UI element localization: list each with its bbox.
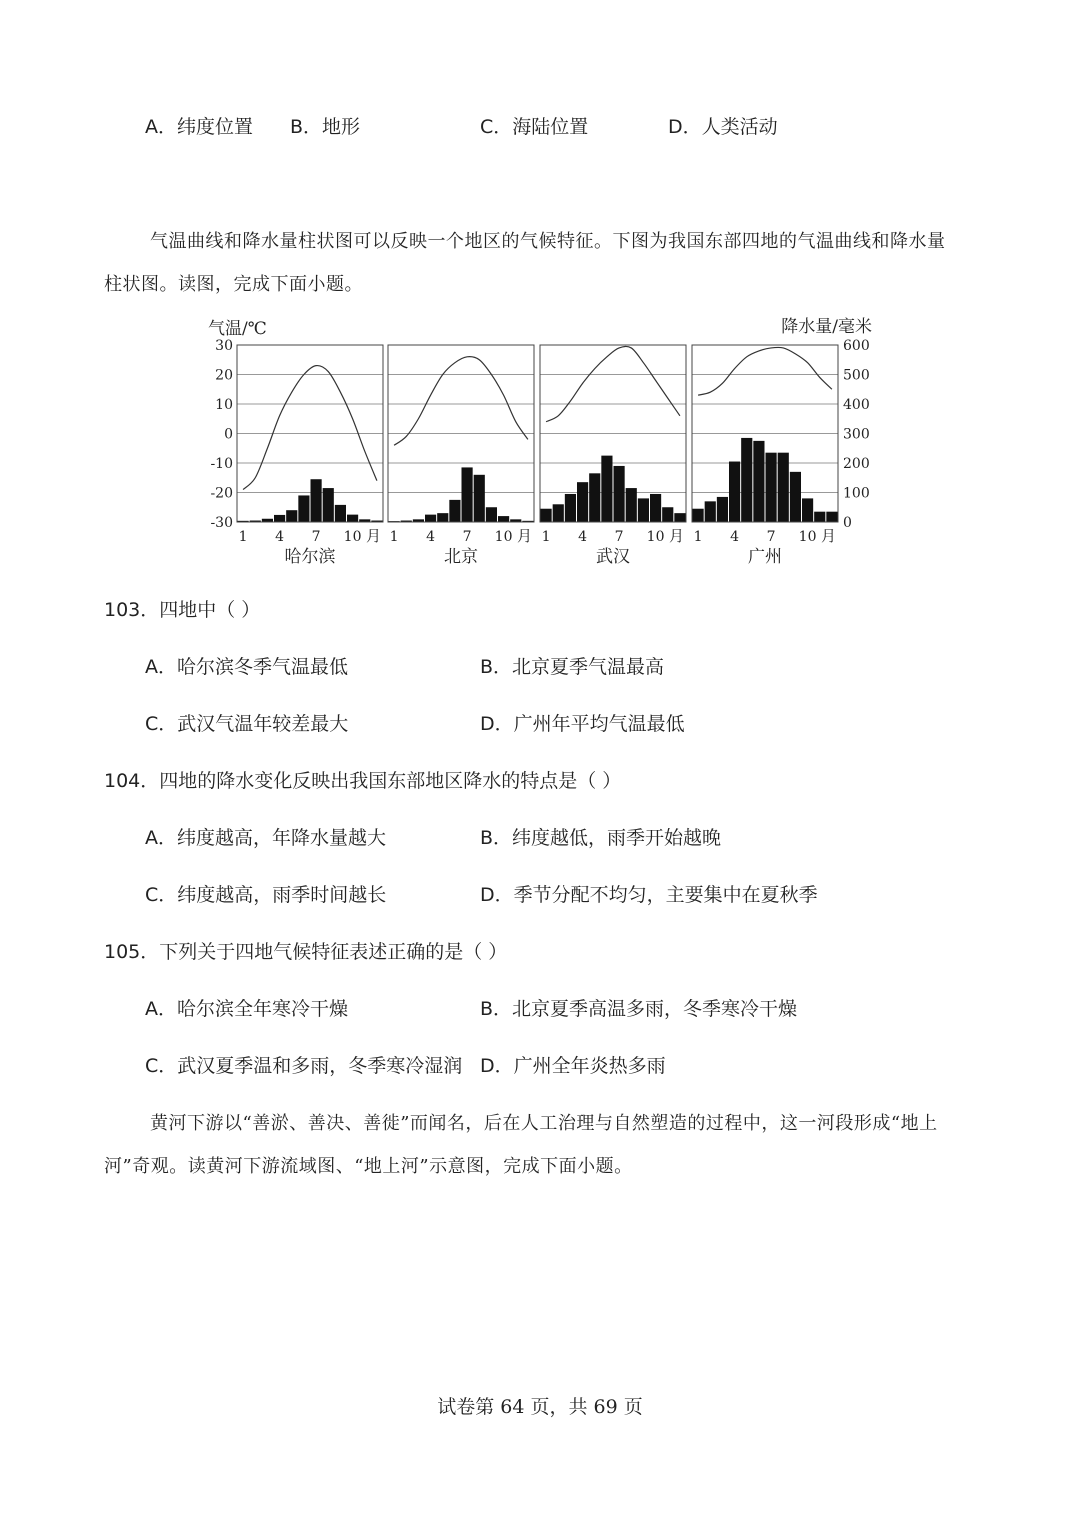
month-tick-label: 4 bbox=[730, 529, 740, 545]
month-tick-label: 1 bbox=[693, 529, 703, 545]
intro2-paragraph-line2: 河”奇观。读黄河下游流域图、“地上河”示意图，完成下面小题。 bbox=[104, 1156, 633, 1177]
city-name: 哈尔滨 bbox=[284, 547, 336, 567]
temperature-curve bbox=[698, 347, 832, 395]
precip-tick-label: 600 bbox=[843, 338, 870, 354]
precipitation-bar bbox=[347, 515, 358, 522]
temp-tick-label: -10 bbox=[210, 456, 233, 472]
precipitation-bar bbox=[638, 498, 649, 522]
intro2-paragraph-line1: 黄河下游以“善淤、善决、善徙”而闻名，后在人工治理与自然塑造的过程中，这一河段形成“地上 bbox=[150, 1113, 938, 1134]
temp-tick-label: 10 bbox=[215, 397, 233, 413]
precipitation-bar bbox=[449, 500, 460, 522]
precipitation-bar bbox=[693, 509, 704, 522]
month-tick-label: 1 bbox=[389, 529, 399, 545]
intro-paragraph-line2: 柱状图。读图，完成下面小题。 bbox=[104, 274, 363, 295]
precipitation-bar bbox=[437, 513, 448, 522]
precipitation-bar bbox=[705, 501, 716, 522]
option-c[interactable]: C．海陆位置 bbox=[480, 116, 589, 138]
precipitation-bar bbox=[778, 453, 789, 522]
precipitation-bar bbox=[626, 488, 637, 522]
precipitation-bar bbox=[601, 456, 612, 522]
precip-tick-label: 500 bbox=[843, 367, 870, 384]
precipitation-bar bbox=[650, 494, 661, 522]
month-tick-label: 7 bbox=[766, 529, 776, 545]
precipitation-bar bbox=[553, 504, 564, 522]
month-unit-label: 月 bbox=[365, 527, 381, 545]
option-d[interactable]: D．人类活动 bbox=[668, 116, 778, 138]
month-unit-label: 月 bbox=[516, 527, 532, 545]
month-unit-label: 月 bbox=[820, 527, 836, 545]
q104-option-a[interactable]: A．纬度越高，年降水量越大 bbox=[145, 827, 386, 849]
precipitation-bar bbox=[662, 507, 673, 522]
month-tick-label: 7 bbox=[614, 529, 624, 545]
city-name: 广州 bbox=[748, 547, 782, 567]
precipitation-bar bbox=[826, 512, 837, 522]
precipitation-bar bbox=[589, 473, 600, 522]
precipitation-bar bbox=[323, 488, 334, 522]
precipitation-bar bbox=[311, 479, 322, 522]
temperature-curve bbox=[243, 366, 377, 490]
precipitation-bar bbox=[814, 512, 825, 522]
temp-tick-label: 20 bbox=[215, 367, 233, 384]
month-tick-label: 4 bbox=[578, 529, 588, 545]
page-footer: 试卷第 64 页，共 69 页 bbox=[437, 1396, 643, 1418]
climate-chart bbox=[200, 312, 890, 574]
q105-option-c[interactable]: C．武汉夏季温和多雨，冬季寒冷湿润 bbox=[145, 1055, 463, 1077]
precipitation-bar bbox=[614, 466, 625, 522]
q104-option-c[interactable]: C．纬度越高，雨季时间越长 bbox=[145, 884, 387, 906]
precipitation-bar bbox=[741, 438, 752, 522]
precip-tick-label: 0 bbox=[843, 515, 852, 531]
q105-option-d[interactable]: D．广州全年炎热多雨 bbox=[480, 1055, 666, 1077]
month-tick-label: 4 bbox=[275, 529, 285, 545]
month-tick-label: 10 bbox=[646, 529, 665, 545]
precipitation-bar bbox=[790, 472, 801, 522]
temp-tick-label: 30 bbox=[215, 338, 233, 354]
precipitation-bar bbox=[729, 462, 740, 522]
temperature-curve bbox=[394, 357, 528, 446]
month-tick-label: 10 bbox=[343, 529, 362, 545]
q105-stem: 105．下列关于四地气候特征表述正确的是（ ） bbox=[104, 941, 508, 963]
precipitation-bar bbox=[577, 482, 588, 522]
month-tick-label: 10 bbox=[798, 529, 817, 545]
precipitation-bar bbox=[486, 507, 497, 522]
precip-tick-label: 300 bbox=[843, 426, 870, 443]
option-a[interactable]: A．纬度位置 bbox=[145, 116, 253, 138]
q104-option-d[interactable]: D．季节分配不均匀，主要集中在夏秋季 bbox=[480, 884, 818, 906]
precipitation-bar bbox=[717, 497, 728, 522]
precip-tick-label: 100 bbox=[843, 485, 870, 502]
precipitation-bar bbox=[565, 494, 576, 522]
precipitation-bar bbox=[474, 475, 485, 522]
month-tick-label: 4 bbox=[426, 529, 436, 545]
q103-option-a[interactable]: A．哈尔滨冬季气温最低 bbox=[145, 656, 348, 678]
precipitation-axis-label: 降水量/毫米 bbox=[781, 317, 872, 337]
precipitation-bar bbox=[274, 515, 285, 522]
month-unit-label: 月 bbox=[668, 527, 684, 545]
city-name: 武汉 bbox=[596, 547, 630, 567]
precipitation-bar bbox=[425, 515, 436, 522]
temp-tick-label: 0 bbox=[224, 426, 233, 443]
precipitation-bar bbox=[286, 510, 297, 522]
temperature-axis-label: 气温/℃ bbox=[208, 319, 267, 339]
month-tick-label: 1 bbox=[238, 529, 248, 545]
q103-stem: 103．四地中（ ） bbox=[104, 599, 261, 621]
q103-option-c[interactable]: C．武汉气温年较差最大 bbox=[145, 713, 349, 735]
q104-option-b[interactable]: B．纬度越低，雨季开始越晚 bbox=[480, 827, 722, 849]
precipitation-bar bbox=[498, 516, 509, 522]
city-name: 北京 bbox=[444, 547, 478, 567]
option-b[interactable]: B．地形 bbox=[290, 116, 361, 138]
precipitation-bar bbox=[335, 505, 346, 522]
q104-stem: 104．四地的降水变化反映出我国东部地区降水的特点是（ ） bbox=[104, 770, 622, 792]
precipitation-bar bbox=[766, 453, 777, 522]
month-tick-label: 1 bbox=[541, 529, 551, 545]
month-tick-label: 7 bbox=[311, 529, 321, 545]
precipitation-bar bbox=[541, 509, 552, 522]
temp-tick-label: -20 bbox=[210, 485, 233, 502]
precipitation-bar bbox=[674, 513, 685, 522]
precipitation-bar bbox=[753, 441, 764, 522]
precip-tick-label: 200 bbox=[843, 456, 870, 472]
q105-option-b[interactable]: B．北京夏季高温多雨，冬季寒冷干燥 bbox=[480, 998, 798, 1020]
precipitation-bar bbox=[802, 498, 813, 522]
precip-tick-label: 400 bbox=[843, 397, 870, 413]
temperature-curve bbox=[546, 346, 680, 421]
month-tick-label: 7 bbox=[462, 529, 472, 545]
q103-option-b[interactable]: B．北京夏季气温最高 bbox=[480, 656, 665, 678]
q103-option-d[interactable]: D．广州年平均气温最低 bbox=[480, 713, 685, 735]
q105-option-a[interactable]: A．哈尔滨全年寒冷干燥 bbox=[145, 998, 348, 1020]
precipitation-bar bbox=[462, 467, 473, 522]
month-tick-label: 10 bbox=[494, 529, 513, 545]
temp-tick-label: -30 bbox=[210, 515, 233, 531]
intro-paragraph-line1: 气温曲线和降水量柱状图可以反映一个地区的气候特征。下图为我国东部四地的气温曲线和降水量 bbox=[150, 231, 946, 252]
precipitation-bar bbox=[298, 495, 309, 522]
